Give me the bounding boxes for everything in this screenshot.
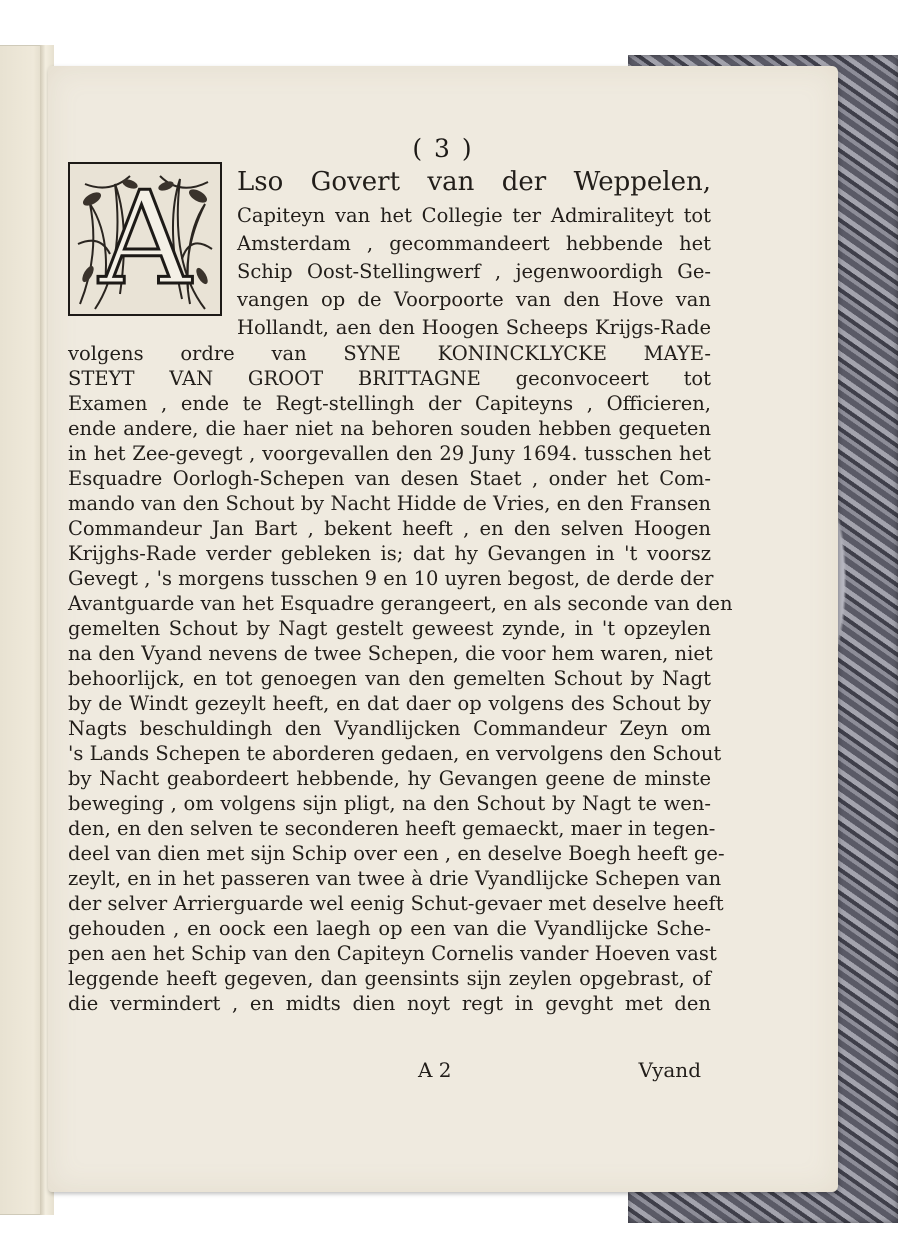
text-line: by de Windt gezeylt heeft, en dat daer op volgens des Schout by (68, 692, 711, 715)
text-line: zeylt, en in het passeren van twee à drie Vyandlijcke Schepen van (68, 867, 722, 890)
text-line: volgens ordre van SYNE KONINCKLYCKE MAYE- (68, 342, 711, 365)
text-line: STEYT VAN GROOT BRITTAGNE geconvoceert tot (68, 367, 711, 390)
text-line: Gevegt , 's morgens tusschen 9 en 10 uyren begost, de derde der (68, 567, 714, 590)
text-line: behoorlijck, en tot genoegen van den gemelten Schout by Nagt (68, 667, 711, 690)
text-line: Capiteyn van het Collegie ter Admiraliteyt tot (237, 204, 711, 227)
text-line: die vermindert , en midts dien noyt regt in gevght met den (68, 992, 711, 1015)
decorated-initial (68, 162, 222, 316)
text-line: gemelten Schout by Nagt gestelt geweest zynde, in 't opzeylen (68, 617, 711, 640)
text-line: Amsterdam , gecommandeert hebbende het (237, 232, 711, 255)
page-number: ( 3 ) (412, 134, 474, 163)
text-line: Esquadre Oorlogh-Schepen van desen Staet , onder het Com- (68, 467, 711, 490)
text-line: Lso Govert van der Weppelen, (237, 167, 711, 197)
text-line: mando van den Schout by Nacht Hidde de Vries, en den Fransen (68, 492, 711, 515)
text-line: deel van dien met sijn Schip over een , en deselve Boegh heeft ge- (68, 842, 725, 865)
page-footer (68, 1056, 701, 1084)
text-line: Hollandt, aen den Hoogen Scheeps Krijgs-Rade (237, 316, 711, 339)
text-line: Examen , ende te Regt-stellingh der Capiteyns , Officieren, (68, 392, 711, 415)
text-line: by Nacht geabordeert hebbende, hy Gevangen geene de minste (68, 767, 711, 790)
initial-letter: A (98, 165, 192, 314)
catchword: Vyand (638, 1058, 701, 1082)
text-line: 's Lands Schepen te aborderen gedaen, en vervolgens den Schout (68, 742, 722, 765)
signature-mark: A 2 (418, 1058, 452, 1082)
text-line: vangen op de Voorpoorte van den Hove van (237, 288, 711, 311)
text-line: Commandeur Jan Bart , bekent heeft , en den selven Hoogen (68, 517, 711, 540)
text-line: in het Zee-gevegt , voorgevallen den 29 Juny 1694. tusschen het (68, 442, 711, 465)
book-page (48, 66, 838, 1192)
text-line: na den Vyand nevens de twee Schepen, die voor hem waren, niet (68, 642, 713, 665)
text-line: Nagts beschuldingh den Vyandlijcken Commandeur Zeyn om (68, 717, 711, 740)
text-line: der selver Arrierguarde wel eenig Schut-gevaer met deselve heeft (68, 892, 724, 915)
text-line: ende andere, die haer niet na behoren souden hebben gequeten (68, 417, 711, 440)
text-line: Krijghs-Rade verder gebleken is; dat hy Gevangen in 't voorsz (68, 542, 711, 565)
text-line: beweging , om volgens sijn pligt, na den Schout by Nagt te wen- (68, 792, 711, 815)
text-line: Avantguarde van het Esquadre gerangeert, en als seconde van den (68, 592, 733, 615)
text-line: Schip Oost-Stellingwerf , jegenwoordigh Ge- (237, 260, 711, 283)
text-line: gehouden , en oock een laegh op een van die Vyandlijcke Sche- (68, 917, 711, 940)
text-line: den, en den selven te seconderen heeft gemaeckt, maer in tegen- (68, 817, 716, 840)
text-line: pen aen het Schip van den Capiteyn Cornelis vander Hoeven vast (68, 942, 717, 965)
text-line: leggende heeft gegeven, dan geensints sijn zeylen opgebrast, of (68, 967, 711, 990)
